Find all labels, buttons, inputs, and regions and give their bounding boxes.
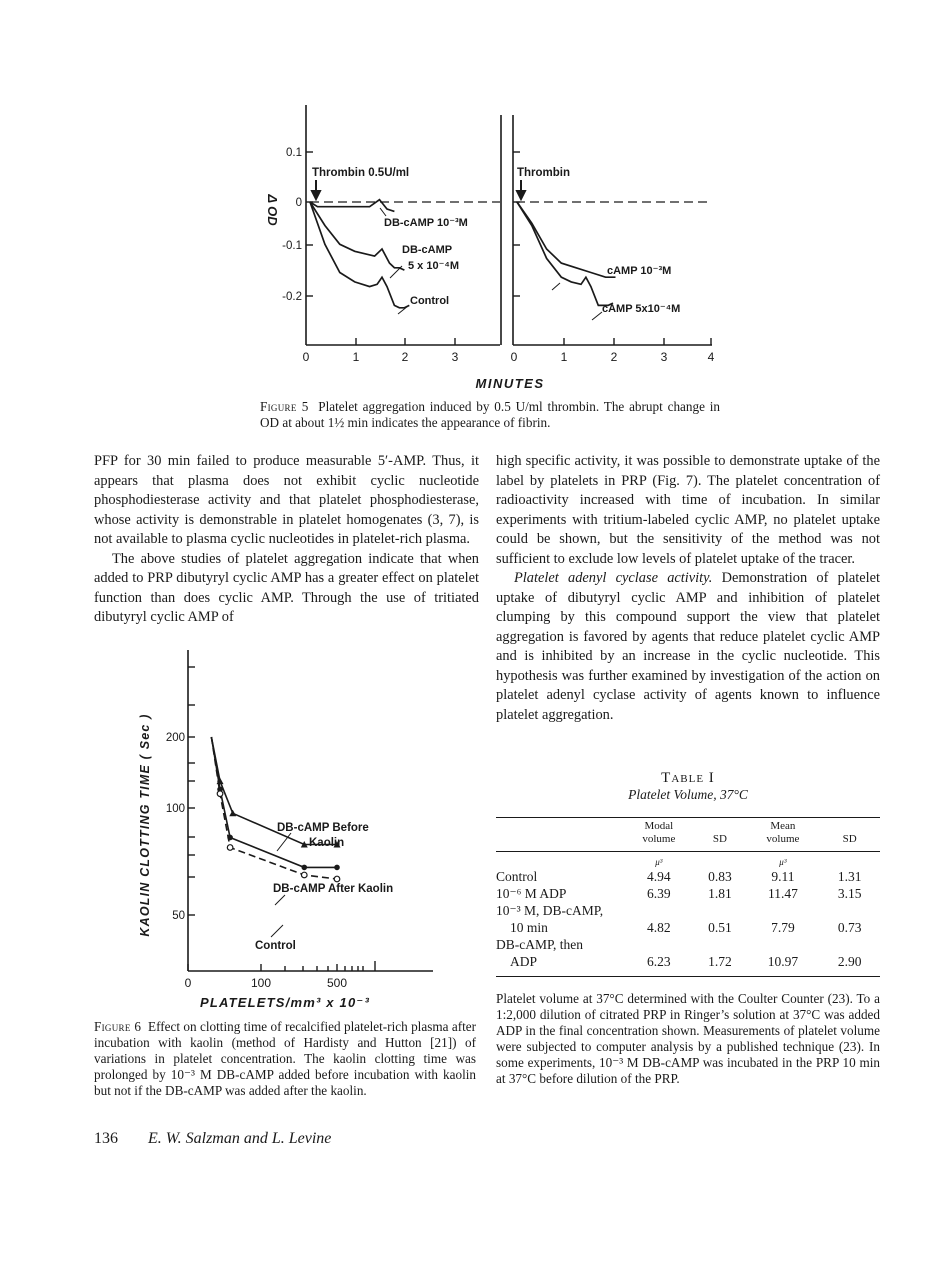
fig5-right-curves — [517, 202, 616, 305]
fig5-left-xtick-2: 2 — [401, 350, 409, 364]
table-row — [496, 936, 880, 953]
fig5-arrow-icons — [312, 180, 525, 199]
table-cell: 9.11 — [771, 869, 795, 884]
fig5-ytick-1: 0 — [295, 197, 302, 209]
fig6-x-ticks — [188, 961, 375, 971]
body-left-column — [94, 452, 479, 628]
table-row — [496, 953, 880, 970]
table-cell: 10⁻³ M, DB-cAMP, — [496, 903, 604, 918]
fig5-ytick-0: 0.1 — [286, 147, 302, 159]
fig6-y-ticks — [188, 667, 195, 915]
table-cell: 6.39 — [647, 886, 671, 901]
table-cell: ADP — [510, 954, 538, 969]
body-left-p1: PFP for 30 min failed to produce measurable 5′-AMP. Thus, it appears that plasma does not exhibit cyclic nucleotide phosphodiesterase activity and that platelet phosphodiesterase, whose activity is demonstrable in platelet homogenates (3, 7), is not available to plasma cyclic nucleotides in platelet-rich plasma. — [94, 453, 479, 547]
table-cell: 1.81 — [708, 886, 732, 901]
fig6-y-axis-label: KAOLIN CLOTTING TIME ( Sec ) — [138, 713, 152, 937]
table-1-note: Platelet volume at 37°C determined with the Coulter Counter (23). To a 1:2,000 dilution of citrated PRP in Ringer’s solution at 37°C was added ADP in the final concentration shown. Measurements of platelet volume were subjected to computer analysis by a published technique (23). In some experiments, 10⁻³ M DB-cAMP was incubated in the PRP 10 min at 37°C before dilution of the PRP. — [496, 991, 880, 1086]
figure-6-caption-label: Figure 6 — [94, 1019, 142, 1034]
fig5-right-xtick-3: 3 — [660, 350, 668, 364]
fig5-label-control: Control — [410, 295, 450, 307]
table-cell: 0.73 — [837, 920, 862, 935]
fig5-x-axis-label: MINUTES — [475, 376, 545, 391]
running-authors: E. W. Salzman and L. Levine — [148, 1130, 332, 1147]
fig6-x-axis-label: PLATELETS/mm³ x 10⁻³ — [199, 995, 371, 1010]
figure-5-caption — [260, 399, 720, 431]
fig6-xtick-0: 0 — [184, 976, 192, 990]
fig5-y-axis-label: Δ OD — [265, 194, 280, 226]
table-row — [496, 868, 880, 885]
body-right-p2: Demonstration of platelet uptake of dibutyryl cyclic AMP and inhibition of platelet clumping by this compound support the view that platelet aggregation is favored by agents that reduce platelet cyclic AMP and is inhibited by an increase in the cyclic nucleotide. This hypothesis was further examined by investigation of the action on platelet adenyl cyclase activity of agents known to influence platelet aggregation. — [496, 570, 880, 723]
fig6-ytick-100: 100 — [165, 803, 185, 815]
table-cell: 10 min — [510, 920, 548, 935]
fig5-label-camp-5e4: cAMP 5x10⁻⁴M — [602, 303, 681, 315]
table-cell: DB-cAMP, then — [496, 937, 583, 952]
table-1-title: Table I — [661, 770, 715, 786]
fig5-right-xtick-2: 2 — [610, 350, 618, 364]
fig6-label-control: Control — [255, 940, 296, 952]
body-right-column — [496, 452, 880, 725]
table-1-unit-3: μ³ — [779, 857, 787, 867]
fig5-right-arrow-label: Thrombin — [517, 167, 571, 179]
table-1-header-0 — [496, 818, 624, 848]
fig5-left-xtick-3: 3 — [451, 350, 459, 364]
table-1 — [496, 770, 880, 1087]
table-cell: 4.82 — [647, 920, 671, 935]
table-1-unit-1: μ³ — [655, 857, 663, 867]
fig5-ytick-2: -0.1 — [282, 240, 302, 252]
table-1-header-2: SD — [712, 833, 727, 845]
figure-5-caption-text: Platelet aggregation induced by 0.5 U/ml thrombin. The abrupt change in OD at about 1½ min indicates the appearance of fibrin. — [260, 399, 721, 430]
fig6-point — [334, 865, 340, 871]
table-row — [496, 902, 880, 919]
fig5-right-xtick-0: 0 — [510, 350, 518, 364]
fig6-point — [334, 876, 340, 882]
table-cell: 0.83 — [708, 869, 732, 884]
fig6-point — [301, 872, 307, 878]
table-cell: 11.47 — [767, 886, 798, 901]
fig5-left-xtick-1: 1 — [352, 350, 360, 364]
section-heading-adenyl-cyclase: Platelet adenyl cyclase activity. — [514, 570, 713, 586]
figure-6-caption-text: Effect on clotting time of recalcified platelet-rich plasma after incubation with kaolin (method of Hardisty and Hutton [21]) of variations in platelet concentration. The kaolin clotting time was prolonged by 10⁻³ M DB-cAMP added before incubation with kaolin but not if the DB-cAMP was added after the kaolin. — [94, 1019, 477, 1098]
body-left-p2: The above studies of platelet aggregation indicate that when added to PRP dibutyryl cyclic AMP has a greater effect on platelet function than does cyclic AMP. Through the use of tritiated dibutyryl cyclic AMP of — [94, 550, 479, 625]
fig6-ytick-50: 50 — [172, 910, 185, 922]
fig6-ytick-200: 200 — [165, 732, 185, 744]
page-footer — [94, 1130, 331, 1148]
fig5-right-xtick-1: 1 — [560, 350, 568, 364]
table-1-grid — [496, 818, 880, 970]
figure-6-chart — [125, 645, 445, 1015]
table-cell: 1.31 — [837, 869, 862, 884]
fig5-label-dbcamp-5e4-a: DB-cAMP — [402, 244, 453, 256]
fig6-point — [227, 845, 233, 851]
table-cell: 6.23 — [647, 954, 671, 969]
table-row — [496, 919, 880, 936]
fig5-left-curves — [310, 200, 409, 308]
table-1-header-1: Modal volume — [642, 820, 676, 845]
fig5-ytick-3: -0.2 — [282, 291, 302, 303]
page-number: 136 — [94, 1130, 118, 1147]
fig5-left-xtick-0: 0 — [302, 350, 310, 364]
fig5-line-camp-5x10-m — [517, 202, 613, 305]
fig6-xtick-100: 100 — [250, 976, 272, 990]
table-1-subtitle: Platelet Volume, 37°C — [628, 787, 748, 802]
table-cell: 0.51 — [708, 920, 732, 935]
fig5-x-ticks — [356, 338, 711, 345]
table-1-header-4: SD — [842, 833, 857, 845]
fig5-label-camp-1e3: cAMP 10⁻³M — [607, 265, 672, 277]
fig6-point — [217, 791, 223, 797]
fig5-label-dbcamp-5e4-b: 5 x 10⁻⁴M — [408, 260, 459, 272]
table-cell: 7.79 — [771, 920, 795, 935]
table-cell: Control — [496, 869, 538, 884]
fig6-label-before-a: DB-cAMP Before — [277, 822, 369, 834]
figure-5-chart — [230, 100, 730, 400]
fig6-label-after: DB-cAMP After Kaolin — [273, 883, 394, 895]
fig5-line-db-camp-5-x-10-m — [310, 202, 404, 270]
fig6-xtick-500: 500 — [326, 976, 348, 990]
fig6-curves — [211, 737, 340, 882]
fig5-left-arrow-label: Thrombin 0.5U/ml — [312, 167, 410, 179]
fig5-right-xtick-4: 4 — [707, 350, 715, 364]
table-cell: 2.90 — [837, 954, 862, 969]
table-1-header-3: Mean volume — [766, 820, 800, 845]
fig6-point — [301, 865, 307, 871]
table-cell: 10⁻⁶ M ADP — [496, 886, 567, 901]
table-cell: 3.15 — [837, 886, 862, 901]
table-cell: 4.94 — [647, 869, 671, 884]
fig5-line-camp-10-m — [517, 202, 616, 277]
fig5-label-dbcamp-1e3: DB-cAMP 10⁻³M — [384, 217, 468, 229]
figure-5-caption-label: Figure 5 — [260, 399, 309, 414]
table-cell: 10.97 — [767, 954, 799, 969]
table-cell: 1.72 — [708, 954, 732, 969]
table-row — [496, 885, 880, 902]
fig6-label-before-b: Kaolin — [309, 837, 345, 849]
figure-6-caption — [94, 1019, 476, 1099]
fig6-point — [229, 810, 236, 817]
body-right-p1: high specific activity, it was possible to demonstrate uptake of the label by platelets in PRP (Fig. 7). The platelet concentration of radioactivity increased with time of incubation. In similar experiments with tritium-labeled cyclic AMP, no platelet uptake could be shown, but the sensitivity of the method was not sufficient to exclude low levels of platelet uptake of the tracer. — [496, 453, 880, 567]
